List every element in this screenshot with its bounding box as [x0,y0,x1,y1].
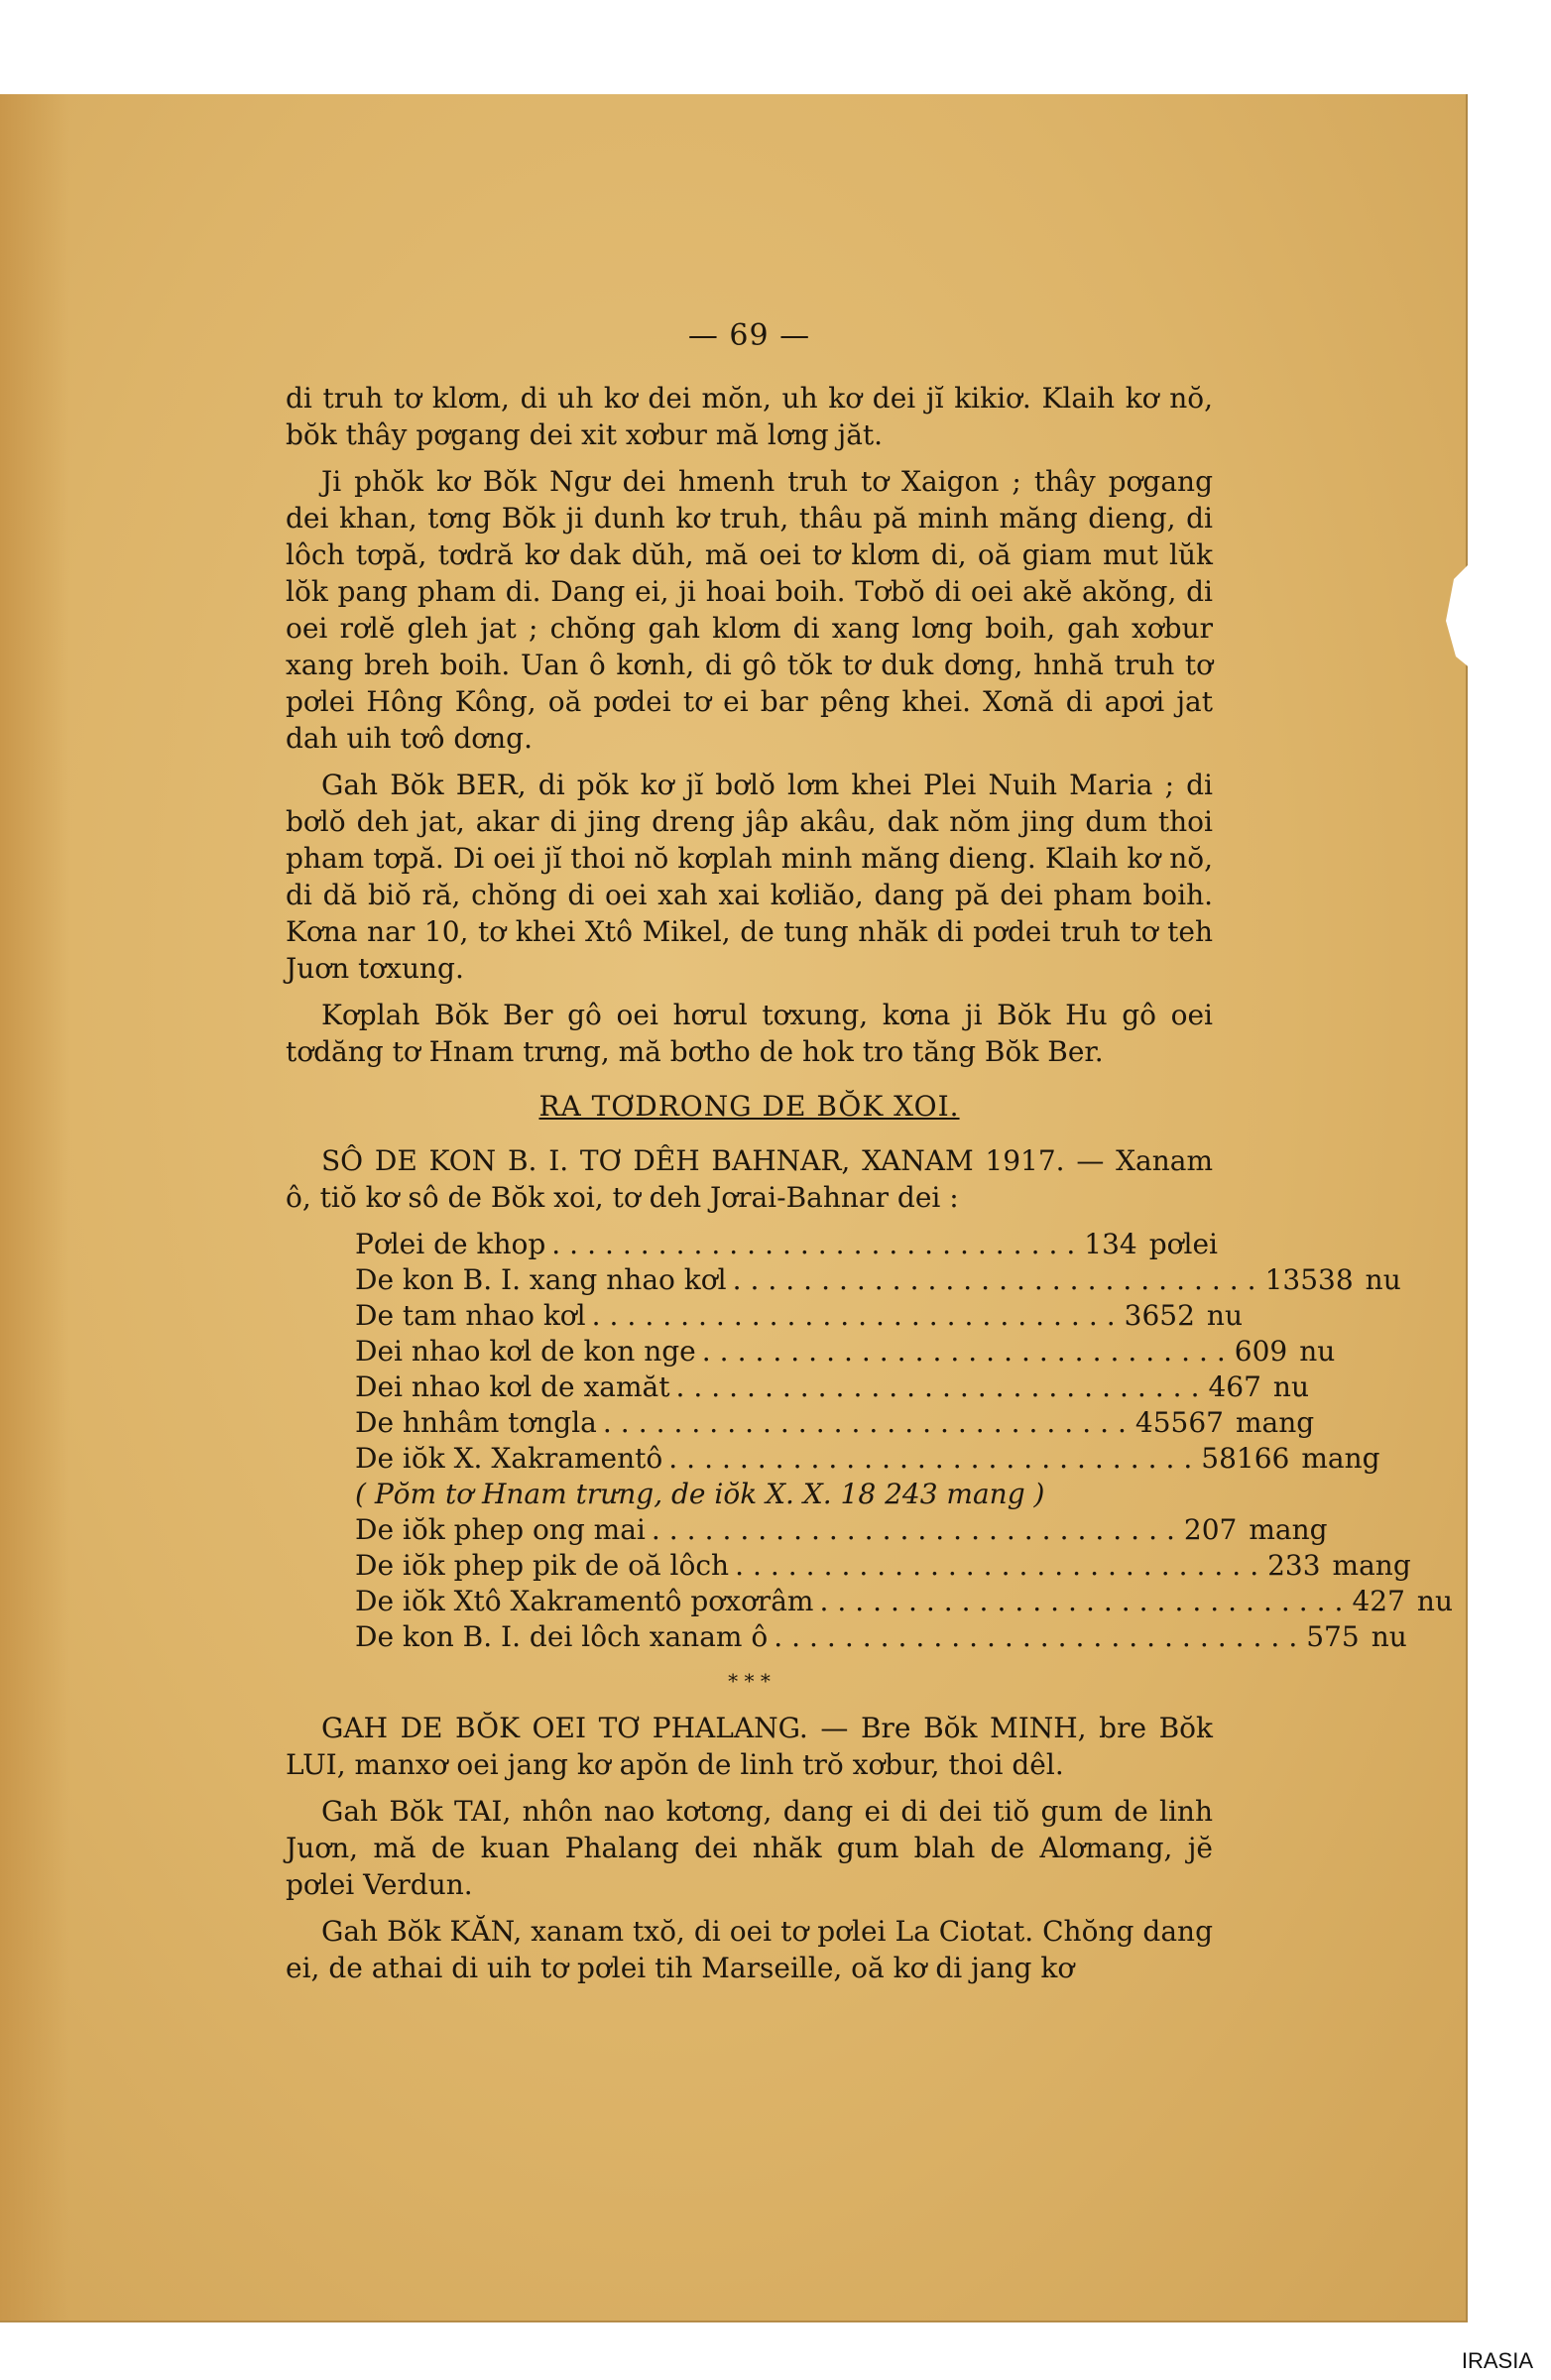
stats-label: De iŏk X. Xakramentô [355,1442,663,1475]
stats-row [355,1583,1453,1618]
leader-dots: .............................. [732,1263,1265,1296]
stats-row [355,1547,1411,1583]
page-content [286,317,1453,1996]
stats-label: De kon B. I. xang nhao kơl [355,1263,727,1296]
leader-dots: .............................. [602,1406,1135,1439]
paragraph: Gah Bŏk KĂN, xanam txŏ, di oei tơ pơlei La Ciotat. Chŏng dang ei, de athai di uih tơ pơlei tih Marseille, oă kơ di jang kơ [286,1915,1213,1984]
stats-value: 3652 [1124,1299,1195,1332]
stats-row [355,1261,1401,1297]
stats-value: 609 [1234,1335,1288,1368]
stats-label: De hnhâm tơngla [355,1406,597,1439]
paragraph: di truh tơ klơm, di uh kơ dei mŏn, uh kơ dei jĭ kikiơ. Klaih kơ nŏ, bŏk thây pơgang dei xit xơbur mă lơng jăt. [286,382,1213,451]
leader-dots: .............................. [819,1585,1353,1617]
stats-row [355,1618,1407,1654]
stats-note: ( Pŏm tơ Hnam trưng, de iŏk X. X. 18 243 mang ) [355,1478,1045,1510]
paragraphs-bottom [286,1710,1213,1986]
paragraph: Gah Bŏk BER, di pŏk kơ jĭ bơlŏ lơm khei Plei Nuih Maria ; di bơlŏ deh jat, akar di jing dreng jâp akâu, dak nŏm jing dum thoi pham tơpă. Di oei jĭ thoi nŏ kơplah minh măng dieng. Klaih kơ nŏ, di dă biŏ ră, chŏng di oei xah xai kơliăo, dang pă dei pham boih. Kơna nar 10, tơ khei Xtô Mikel, de tung nhăk di pơdei truh tơ teh Juơn tơxung. [286,769,1213,985]
stats-value: 467 [1208,1370,1261,1403]
stats-unit: nu [1272,1370,1309,1403]
stats-value: 13538 [1264,1263,1354,1296]
stats-unit: mang [1332,1549,1411,1582]
stats-label: Dei nhao kơl de kon nge [355,1335,696,1368]
leader-dots: .............................. [668,1442,1202,1475]
stats-table [355,1226,1453,1654]
stats-value: 575 [1306,1620,1360,1653]
leader-dots: .............................. [774,1620,1307,1653]
stats-unit: nu [1365,1263,1401,1296]
paragraphs-top [286,380,1213,1070]
stats-unit: mang [1235,1406,1315,1439]
leader-dots: .............................. [701,1335,1235,1368]
stats-value: 207 [1183,1513,1238,1546]
stats-label: De kon B. I. dei lôch xanam ô [355,1620,769,1653]
stats-row [355,1404,1315,1440]
paragraph: Gah Bŏk TAI, nhôn nao kơtơng, dang ei di dei tiŏ gum de linh Juơn, mă de kuan Phalang dei nhăk gum blah de Alơmang, jĕ pơlei Verdun. [286,1795,1213,1901]
stats-unit: mang [1249,1513,1328,1546]
leader-dots: .............................. [675,1370,1209,1403]
stats-row [355,1440,1380,1476]
stats-unit: nu [1206,1299,1243,1332]
paragraph: GAH DE BŎK OEI TƠ PHALANG. — Bre Bŏk MINH, bre Bŏk LUI, manxơ oei jang kơ apŏn de linh trŏ xơbur, thoi dêl. [286,1712,1213,1781]
stats-unit: nu [1299,1335,1336,1368]
stats-row [355,1297,1243,1333]
stats-value: 134 [1084,1228,1137,1260]
stats-value: 233 [1267,1549,1321,1582]
stats-row [355,1368,1309,1404]
section-separator-stars: * * * [728,1669,771,1693]
section-heading: RA TƠDRONG DE BŎK XOI. [538,1090,960,1123]
stats-value: 427 [1352,1585,1405,1617]
stats-unit: pơlei [1148,1228,1218,1260]
stats-row [355,1333,1336,1368]
stats-unit: nu [1416,1585,1453,1617]
stats-value: 58166 [1201,1442,1290,1475]
leader-dots: .............................. [651,1513,1184,1546]
stats-label: De tam nhao kơl [355,1299,586,1332]
page-number: — 69 — [687,318,811,353]
stats-unit: mang [1301,1442,1380,1475]
stats-label: Pơlei de khop [355,1228,546,1260]
watermark-label: IRASIA [1461,2348,1533,2373]
paragraph: Kơplah Bŏk Ber gô oei hơrul tơxung, kơna ji Bŏk Hu gô oei tơdăng tơ Hnam trưng, mă bơtho de hok tro tăng Bŏk Ber. [286,999,1213,1068]
leader-dots: .............................. [591,1299,1125,1332]
stats-label: De iŏk Xtô Xakramentô pơxơrâm [355,1585,814,1617]
leader-dots: .............................. [551,1228,1085,1260]
stats-label: Dei nhao kơl de xamăt [355,1370,670,1403]
paragraph: Ji phŏk kơ Bŏk Ngư dei hmenh truh tơ Xaigon ; thây pơgang dei khan, tơng Bŏk ji dunh kơ truh, thâu pă minh măng dieng, di lôch tơpă, tơdră kơ dak dŭh, mă oei tơ klơm di, oă giam mut lŭk lŏk pang pham di. Dang ei, ji hoai boih. Tơbŏ di oei akĕ akŏng, di oei rơlĕ gleh jat ; chŏng gah klơm di xang lơng boih, gah xơbur xang breh boih. Uan ô kơnh, di gô tŏk tơ duk dơng, hnhă truh tơ pơlei Hông Kông, oă pơdei tơ ei bar pêng khei. Xơnă di apơi jat dah uih tơô dơng. [286,465,1213,755]
stats-label: De iŏk phep ong mai [355,1513,646,1546]
stats-unit: nu [1371,1620,1407,1653]
stats-value: 45567 [1134,1406,1224,1439]
stats-label: De iŏk phep pik de oă lôch [355,1549,730,1582]
stats-row [355,1511,1328,1547]
stats-row [355,1226,1218,1261]
leader-dots: .............................. [735,1549,1268,1582]
stats-intro: SÔ DE KON B. I. TƠ DÊH BAHNAR, XANAM 1917. — Xanam ô, tiŏ kơ sô de Bŏk xoi, tơ deh Jơrai-Bahnar dei : [286,1144,1213,1214]
